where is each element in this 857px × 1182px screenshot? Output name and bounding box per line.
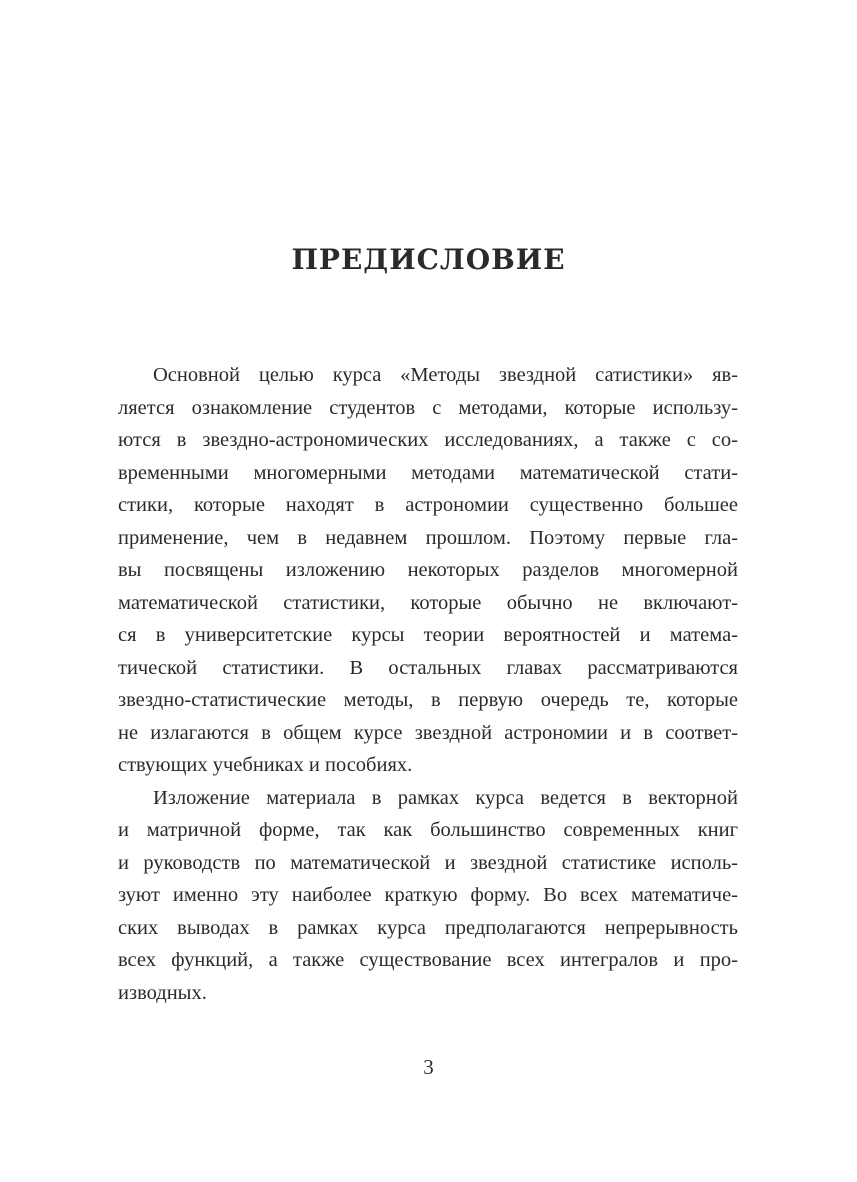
text-line: применение, чем в недавнем прошлом. Поэтому первые гла- [118, 526, 738, 549]
text-line: временными многомерными методами математической стати- [118, 461, 738, 484]
text-line: стики, которые находят в астрономии существенно большее [118, 494, 738, 516]
text-line: Основной целью курса «Методы звездной сатистики» яв- [153, 364, 738, 386]
paragraph-2 [118, 782, 738, 1010]
text-line: и матричной форме, так как большинство современных книг [118, 819, 738, 841]
text-line: ются в звездно-астрономических исследованиях, а также с со- [118, 429, 738, 451]
text-line: ляется ознакомление студентов с методами, которые использу- [118, 396, 738, 419]
paragraph-1 [118, 359, 738, 782]
text-line: и руководств по математической и звездной статистике исполь- [118, 851, 738, 874]
text-line: ских выводах в рамках курса предполагаются непрерывность [118, 916, 738, 939]
text-line: зуют именно эту наиболее краткую форму. Во всех математиче- [118, 884, 738, 906]
text-line: ся в университетские курсы теории вероятностей и матема- [118, 624, 738, 646]
text-line: всех функций, а также существование всех интегралов и про- [118, 949, 738, 971]
text-line: изводных. [118, 981, 207, 1004]
text-line: вы посвящены изложению некоторых разделов многомерной [118, 559, 738, 581]
page-number: 3 [423, 1055, 434, 1079]
body-text [118, 359, 738, 1009]
page-title: ПРЕДИСЛОВИЕ [291, 243, 566, 276]
text-line: математической статистики, которые обычно не включают- [118, 591, 738, 614]
text-line: звездно-статистические методы, в первую очередь те, которые [118, 689, 738, 711]
text-line: ствующих учебниках и пособиях. [118, 754, 413, 776]
text-line: Изложение материала в рамках курса ведется в векторной [153, 786, 738, 809]
text-line: не излагаются в общем курсе звездной астрономии и в соответ- [118, 721, 738, 744]
text-line: тической статистики. В остальных главах рассматриваются [118, 656, 738, 679]
